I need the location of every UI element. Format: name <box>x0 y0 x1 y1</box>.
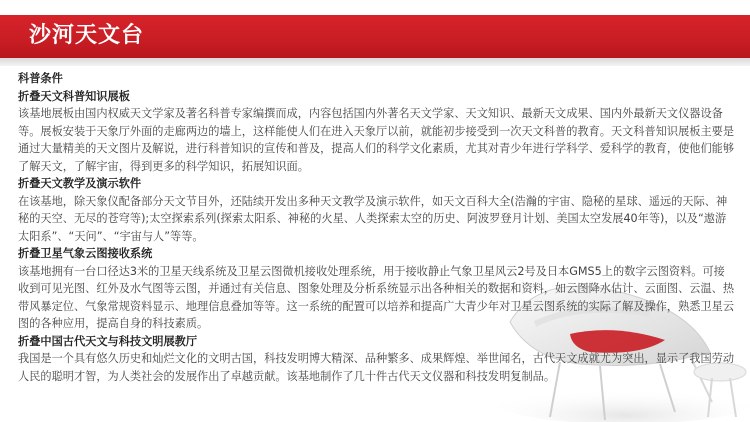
category-label: 科普条件 <box>18 72 63 85</box>
article-content <box>18 70 736 385</box>
header-banner <box>0 0 750 60</box>
section-body: 我国是一个具有悠久历史和灿烂文化的文明古国，科技发明博大精深、品种繁多、成果辉煌、举世闻名，古代天文成就尤为突出，显示了我国劳动人民的聪明才智，为人类社会的发展作出了卓越贡献。该基地制作了几十件古代天文仪器和科技发明复制品。 <box>18 352 735 383</box>
header-divider <box>0 58 750 66</box>
section-heading: 折叠中国古代天文与科技文明展教厅 <box>18 334 198 348</box>
page-title: 沙河天文台 <box>29 23 145 48</box>
section-body: 在该基地，除天象仪配备部分天文节目外，还陆续开发出多种天文教学及演示软件，如天文百科大全(浩瀚的宇宙、隐秘的星球、遥远的天际、神秘的天空、无尽的苍穹等);太空探索系列(探索太阳系、神秘的火星、人类探索太空的历史、阿波罗登月计划、美国太空发展40年等)，以及“遨游太阳系”、“天问”、“宇宙与人”等等。 <box>18 194 728 243</box>
section-heading: 折叠卫星气象云图接收系统 <box>18 247 153 260</box>
section-heading: 折叠天文教学及演示软件 <box>18 177 142 190</box>
section-body: 该基地拥有一台口径达3米的卫星天线系统及卫星云图微机接收处理系统，用于接收静止气象卫星风云2号及日本GMS5上的数字云图资料。可接收到可见光图、红外及水气图等云图，并通过有关信息、图象处理及分析系统显示出各种相关的数据和资料，如云图降水估计、云面图、云温、热带风暴定位、气象常规资料显示、地理信息叠加等等。这一系统的配置可以培养和提高广大青少年对卫星云图系统的实际了解及操作，熟悉卫星云图的各种应用，提高自身的科技素质。 <box>18 264 735 330</box>
section-heading: 折叠天文科普知识展板 <box>18 89 130 103</box>
section-body: 该基地展板由国内权威天文学家及著名科普专家编撰而成，内容包括国内外著名天文学家、天文知识、最新天文成果、国内外最新天文仪器设备等。展板安装于天象厅外面的走廊两边的墙上，这样能使人们在进入天象厅以前，就能初步接受到一次天文科普的教育。天文科普知识展板主要是通过大量精美的天文图片及解说，进行科普知识的宣传和普及，提高人们的科学文化素质，尤其对青少年进行学科学、爱科学的教育，使他们能够了解天文，了解宇宙，得到更多的科学知识，拓展知识面。 <box>18 107 735 173</box>
